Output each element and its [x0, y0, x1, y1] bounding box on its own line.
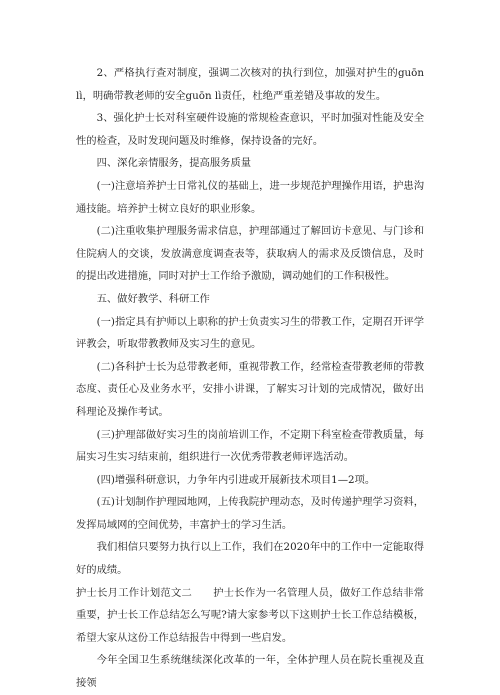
section-heading-service: 四、深化亲情服务，提高服务质量 — [96, 157, 252, 170]
paragraph-sample-two-intro: 护士长月工作计划范文二 护士长作为一名管理人员，做好工作总结非常重要，护士长工作总结怎么写呢?请大家参考以下这则护士长工作总结模板，希望大家从这份工作总结报告中得到一些启发。 — [76, 586, 424, 644]
paragraph-nursing-website: (五)计划制作护理园地网，上传我院护理动态，及时传递护理学习资料，发挥局域网的空间优势，丰富护士的学习生活。 — [76, 496, 424, 531]
paragraph-pre-job-training: (三)护理部做好实习生的岗前培训工作，不定期下科室检查带教质量，每届实习生实习结束前，组织进行一次优秀带教老师评选活动。 — [76, 428, 424, 464]
paragraph-head-nurse-teaching: (二)各科护士长为总带教老师，重视带教工作，经常检查带教老师的带教态度、责任心及业务水平，安排小讲课，了解实习计划的完成情况，做好出科理论及操作考试。 — [76, 360, 424, 418]
section-heading-teaching: 五、做好教学、科研工作 — [96, 292, 210, 305]
paragraph-service-needs: (二)注重收集护理服务需求信息，护理部通过了解回访卡意见、与门诊和住院病人的交谈，发放满意度调查表等，获取病人的需求及反馈信息，及时的提出改进措施，同时对护士工作给予激励，调动她们的工作积极性。 — [76, 225, 424, 283]
document-body — [76, 62, 424, 695]
paragraph-annual-reform: 今年全国卫生系统继续深化改革的一年，全体护理人员在院长重视及直接领 — [76, 654, 424, 690]
paragraph-equipment-inspection: 3、强化护士长对科室硬件设施的常规检查意识，平时加强对性能及安全性的检查，及时发现问题及时维修，保持设备的完好。 — [76, 112, 424, 147]
paragraph-checking-system: 2、严格执行查对制度，强调二次核对的执行到位，加强对护生的guōn lì，明确带教老师的安全guōn lì责任，杜绝严重差错及事故的发生。 — [76, 67, 424, 102]
paragraph-intern-teaching: (一)指定具有护师以上职称的护士负责实习生的带教工作，定期召开评学评教会，听取带教教师及实习生的意见。 — [76, 315, 424, 351]
paragraph-conclusion: 我们相信只要努力执行以上工作，我们在2020年中的工作中一定能取得好的成绩。 — [76, 541, 424, 577]
paragraph-research: (四)增强科研意识，力争年内引进或开展新技术项目1—2项。 — [96, 473, 376, 486]
paragraph-etiquette: (一)注意培养护士日常礼仪的基础上，进一步规范护理操作用语，护患沟通技能。培养护士树立良好的职业形象。 — [76, 179, 424, 215]
